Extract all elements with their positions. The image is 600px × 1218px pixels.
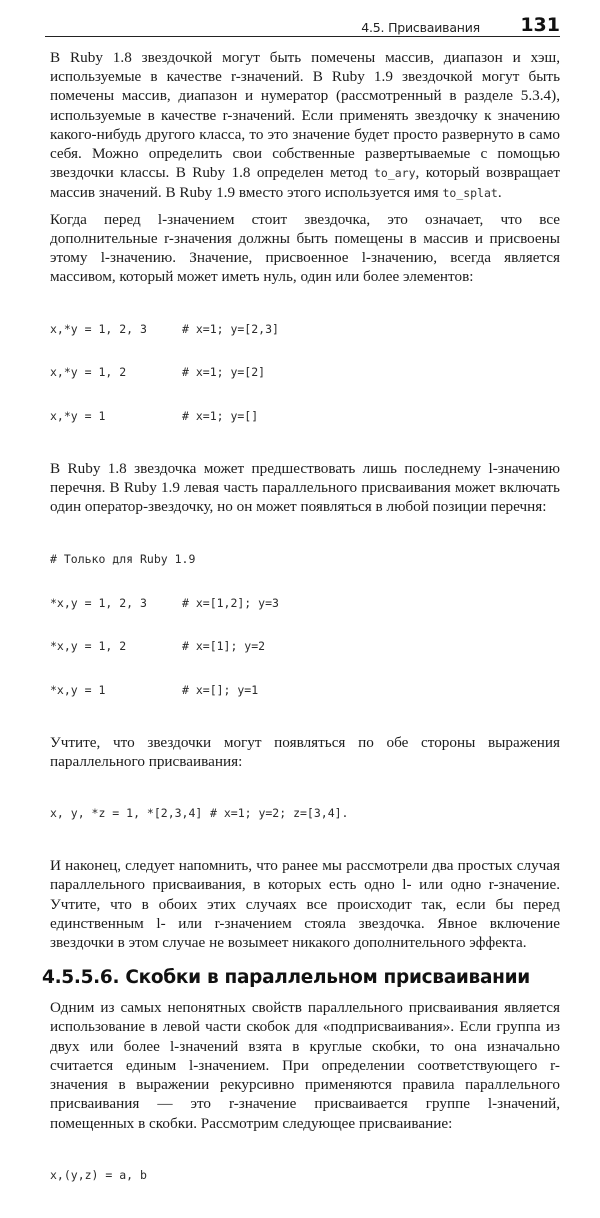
inline-code-to-ary: to_ary: [373, 166, 416, 181]
code-comment: # x=[1,2]; y=3: [182, 595, 279, 610]
code-line: [50, 1168, 560, 1183]
paragraph-simple-cases: И наконец, следует напомнить, что ранее мы рассмотрели два простых случая параллельного присваивания, в которых есть одно l- или одно r-значение. Учтите, что в обоих этих случаях все происходит так, если бы перед единственным l- или r-значением стояла звездочка. Явное включение звездочки в этом случае не возымеет никакого дополнительного эффекта.: [50, 857, 560, 952]
code-comment: # x=[1]; y=2: [182, 639, 266, 654]
code-statement: x, y, *z = 1, *[2,3,4]: [50, 806, 203, 821]
code-block-splat-first: [50, 523, 560, 727]
code-statement: x,*y = 1, 2, 3: [50, 321, 147, 336]
code-comment: # x=[]; y=1: [182, 683, 259, 698]
code-line: [50, 683, 560, 698]
page-body: [42, 48, 560, 1218]
code-line: [50, 409, 560, 424]
inline-code-to-splat: to_splat: [442, 186, 498, 201]
code-line: [50, 596, 560, 611]
code-comment: # x=1; y=[]: [182, 409, 259, 424]
code-statement: x,*y = 1: [50, 409, 106, 424]
section-heading: 4.5.5.6. Скобки в параллельном присваивании: [42, 967, 530, 989]
code-line: [50, 639, 560, 654]
code-block-splat-both-sides: [50, 777, 560, 850]
code-comment: # x=1; y=2; z=[3,4].: [210, 806, 349, 821]
paragraph-splat-both-sides: Учтите, что звездочки могут появляться по обе стороны выражения параллельного присваивания:: [50, 733, 560, 771]
code-statement: *x,y = 1: [50, 683, 106, 698]
code-statement: x,*y = 1, 2: [50, 365, 127, 380]
code-statement: x,(y,z) = a, b: [50, 1167, 147, 1182]
paragraph-parentheses: Одним из самых непонятных свойств параллельного присваивания является использование в левой части скобок для «подприсваивания». Если группа из двух или более l-значений взята в круглые скобки, то она изначально считается единым l-значением. При определении соответствующего r-значения в выражении рекурсивно применяются правила параллельного присваивания — это r-значение присваивается группе l-значений, помещенных в скобки. Рассмотрим следующее присваивание:: [50, 999, 560, 1132]
code-comment: # Только для Ruby 1.9: [50, 551, 196, 566]
code-line: [50, 806, 560, 821]
code-comment: # x=1; y=[2]: [182, 365, 266, 380]
paragraph-text: .: [497, 184, 502, 202]
page-number: 131: [520, 14, 560, 36]
paragraph-text: В Ruby 1.8 звездочкой могут быть помечены массив, диапазон и хэш, используемые в качестве r-значений. В Ruby 1.9 звездочкой могут быть помечены массив, диапазон и нумератор (рассмотренный в разделе 5.3.4), используемые в качестве r-значений. Если применять звездочку к значению какого-нибудь другого класса, то это значение будет просто развернуто в само себя. Можно определить свои собственные развертываемые с помощью звездочки классы. В Ruby 1.8 определен метод: [50, 49, 560, 182]
code-statement: *x,y = 1, 2: [50, 639, 127, 654]
code-comment: # x=1; y=[2,3]: [182, 321, 279, 336]
code-block-subassignment: [50, 1139, 560, 1212]
paragraph-splat-classes: [50, 48, 560, 204]
paragraph-splat-lvalue: Когда перед l-значением стоит звездочка, это означает, что все дополнительные r-значения должны быть помещены в массив и присвоены этому l-значению. Значение, присвоенное l-значению, всегда является массивом, который может иметь нуль, один или более элементов:: [50, 210, 560, 286]
paragraph-text: , который возвращает массив значений. В Ruby 1.9 вместо этого используется имя: [50, 164, 560, 202]
paragraph-ruby19-splat-position: В Ruby 1.8 звездочка может предшествовать лишь последнему l-значению перечня. В Ruby 1.9 левая часть параллельного присваивания может включать один оператор-звездочку, но он может появляться в любой позиции перечня:: [50, 459, 560, 516]
code-line: [50, 322, 560, 337]
code-comment-line: [50, 552, 560, 567]
code-line: [50, 365, 560, 380]
running-head: [45, 14, 560, 37]
running-head-section-title: 4.5. Присваивания: [361, 20, 480, 35]
code-block-splat-last: [50, 292, 560, 453]
code-statement: *x,y = 1, 2, 3: [50, 595, 147, 610]
